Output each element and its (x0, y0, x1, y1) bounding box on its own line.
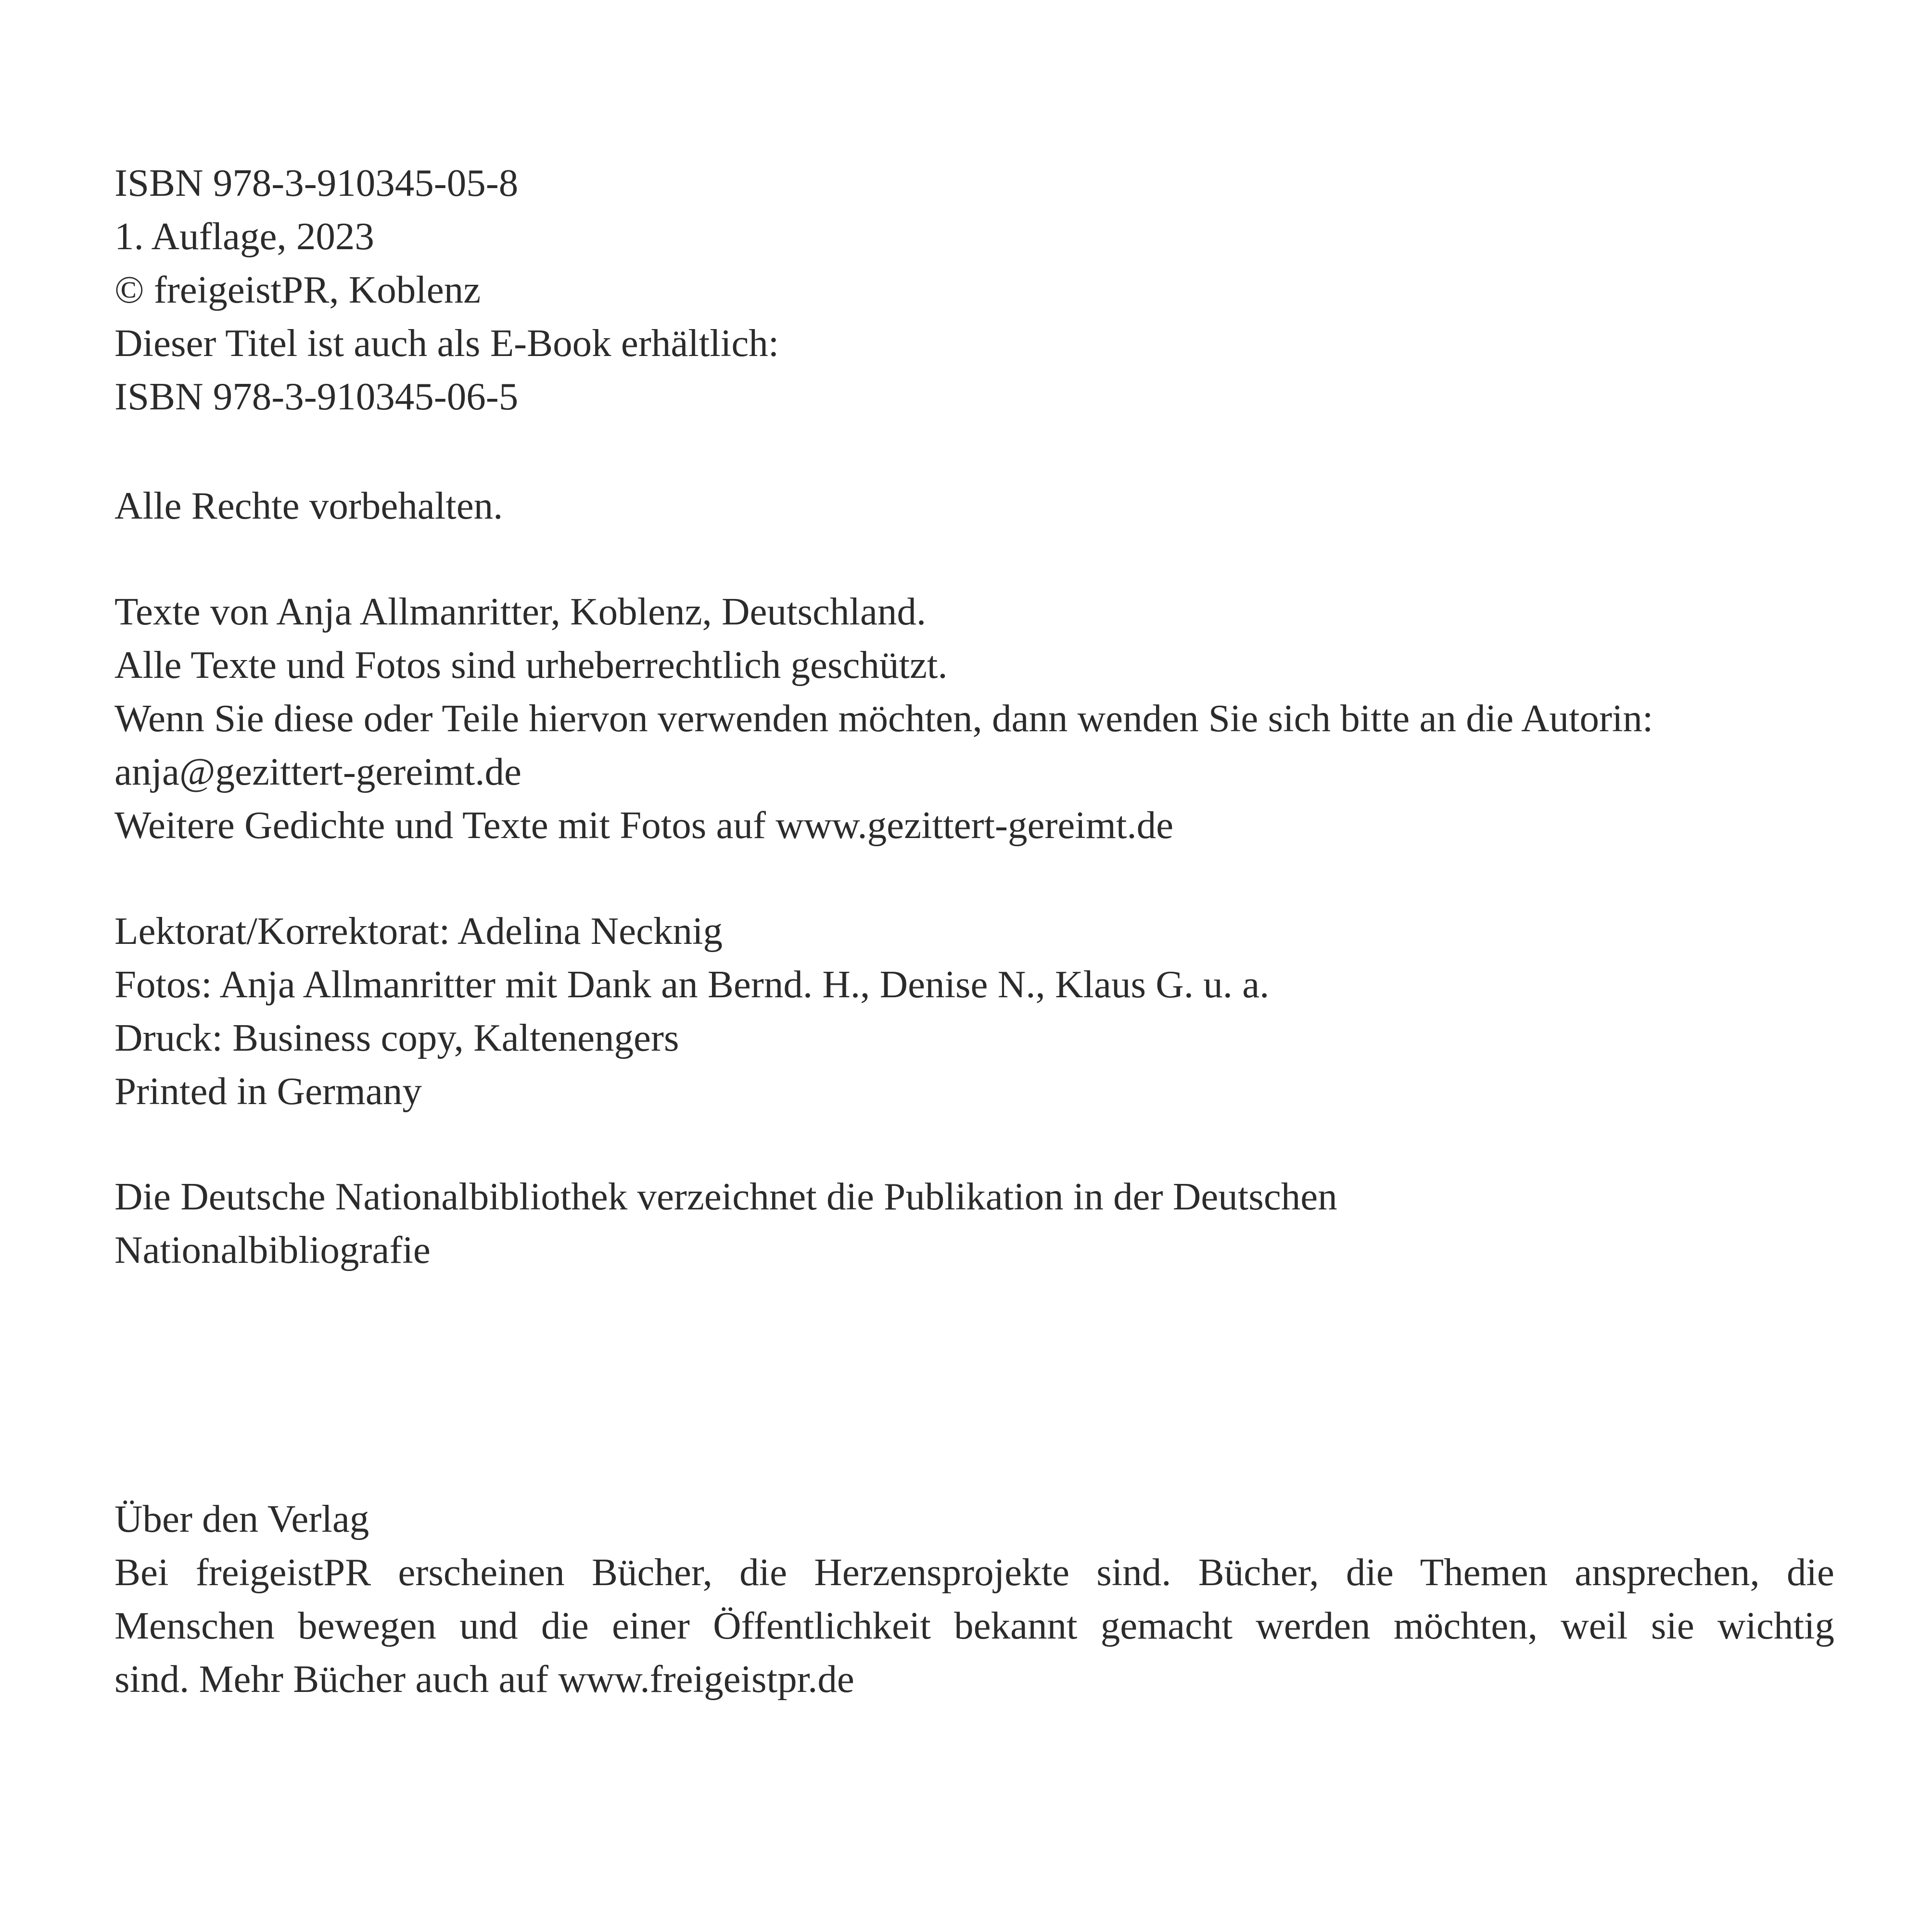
copyright-notice: © freigeistPR, Koblenz (114, 268, 481, 311)
rights-reserved: Alle Rechte vorbehalten. (114, 484, 503, 527)
dnb-line-1: Die Deutsche Nationalbibliothek verzeichnet die Publikation in der Deutschen (114, 1175, 1337, 1218)
ebook-note: Dieser Titel ist auch als E-Book erhältlich: (114, 321, 779, 365)
texts-by: Texte von Anja Allmanritter, Koblenz, Deutschland. (114, 590, 927, 633)
credits-block (114, 904, 1269, 1118)
publisher-line-3: sind. Mehr Bücher auch auf www.freigeistpr.de (114, 1657, 854, 1701)
isbn-print: ISBN 978-3-910345-05-8 (114, 161, 519, 204)
edition: 1. Auflage, 2023 (114, 215, 374, 258)
dnb-line-2: Nationalbibliografie (114, 1228, 431, 1271)
publisher-heading: Über den Verlag (114, 1497, 369, 1540)
publisher-line-1: Bei freigeistPR erscheinen Bücher, die Herzensprojekte sind. Bücher, die Themen ansprechen, die (114, 1551, 1834, 1594)
photo-credit: Fotos: Anja Allmanritter mit Dank an Bernd. H., Denise N., Klaus G. u. a. (114, 963, 1270, 1006)
imprint-block (114, 156, 779, 423)
author-email: anja@gezittert-gereimt.de (114, 750, 521, 793)
publisher-line-2: Menschen bewegen und die einer Öffentlichkeit bekannt gemacht werden möchten, weil sie wichtig (114, 1604, 1834, 1647)
publisher-block (114, 1492, 1834, 1706)
dnb-block (114, 1170, 1337, 1277)
print-credit: Druck: Business copy, Kaltenengers (114, 1016, 679, 1059)
editing-credit: Lektorat/Korrektorat: Adelina Necknig (114, 909, 723, 953)
printed-in: Printed in Germany (114, 1069, 422, 1113)
isbn-ebook: ISBN 978-3-910345-06-5 (114, 375, 519, 418)
more-poems-link: Weitere Gedichte und Texte mit Fotos auf www.gezittert-gereimt.de (114, 803, 1174, 847)
contact-request: Wenn Sie diese oder Teile hiervon verwenden möchten, dann wenden Sie sich bitte an die Autorin: (114, 697, 1653, 740)
author-block (114, 585, 1653, 852)
rights-block (114, 479, 503, 533)
copyright-protected: Alle Texte und Fotos sind urheberrechtlich geschützt. (114, 643, 948, 686)
